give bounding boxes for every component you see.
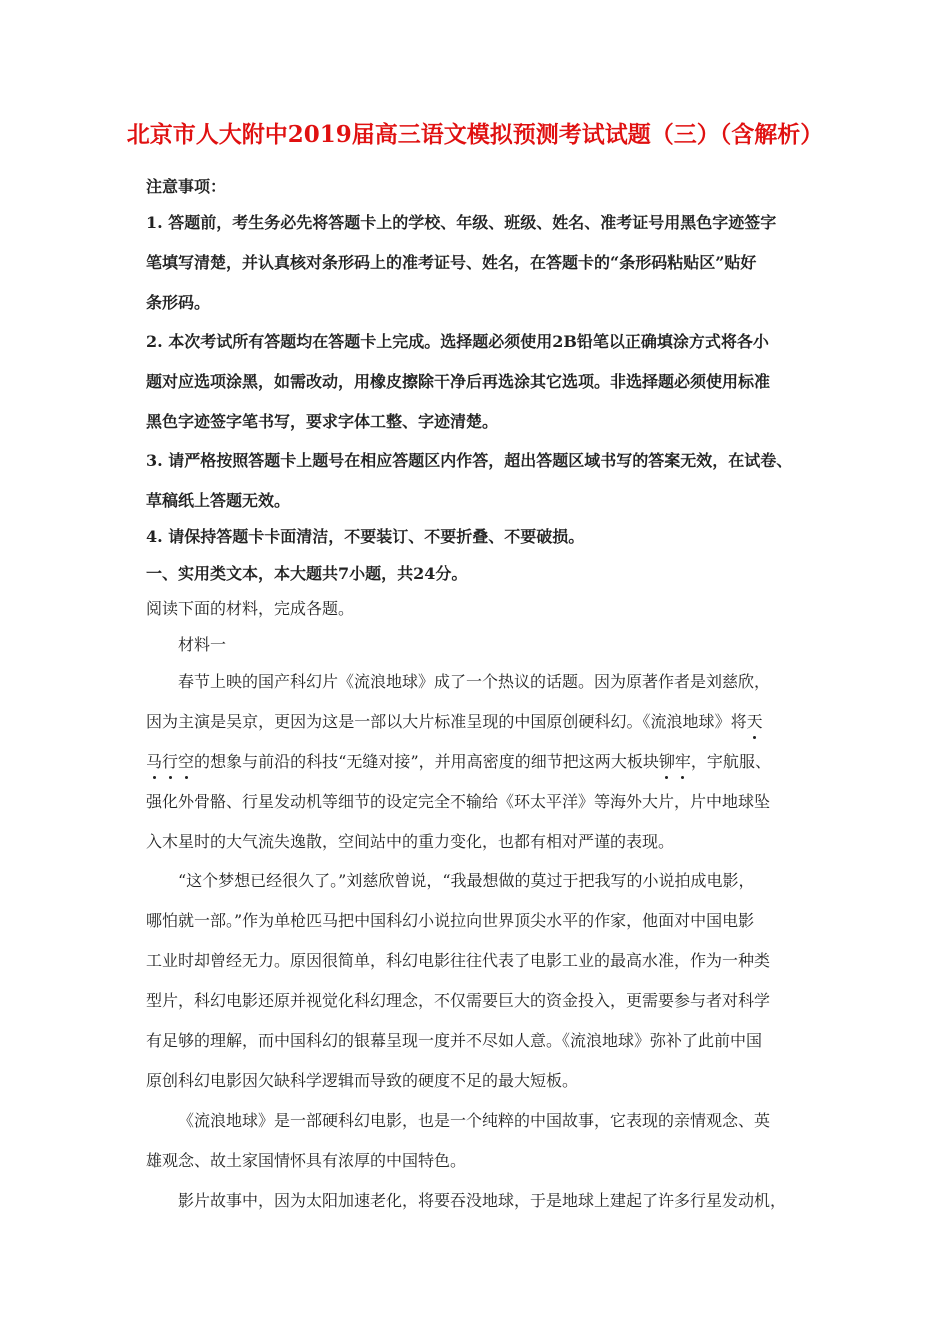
body-line: 雄观念、故土家国情怀具有浓厚的中国特色。 bbox=[146, 1151, 467, 1170]
body-line: 影片故事中，因为太阳加速老化，将要吞没地球，于是地球上建起了许多行星发动机， bbox=[178, 1191, 787, 1210]
body-line: 《流浪地球》是一部硬科幻电影，也是一个纯粹的中国故事，它表现的亲情观念、英 bbox=[178, 1111, 771, 1130]
emphasis-dot-char: 铆 bbox=[658, 752, 675, 771]
body-line: 入木星时的大气流失逸散，空间站中的重力变化，也都有相对严谨的表现。 bbox=[146, 832, 675, 851]
emphasis-dot-char: 马 bbox=[146, 752, 163, 771]
notice-line: 黑色字迹签字笔书写，要求字体工整、字迹清楚。 bbox=[146, 412, 499, 431]
notice-line: 4. 请保持答题卡卡面清洁，不要装订、不要折叠、不要破损。 bbox=[146, 527, 585, 546]
notice-line: 草稿纸上答题无效。 bbox=[146, 491, 291, 510]
notice-heading: 注意事项： bbox=[146, 177, 227, 196]
document-title: 北京市人大附中2019届高三语文模拟预测考试试题（三）（含解析） bbox=[126, 121, 824, 148]
body-line: 春节上映的国产科幻片《流浪地球》成了一个热议的话题。因为原著作者是刘慈欣， bbox=[178, 672, 771, 691]
body-line: 哪怕就一部。”作为单枪匹马把中国科幻小说拉向世界顶尖水平的作家，他面对中国电影 bbox=[146, 911, 755, 930]
section-heading: 一、实用类文本，本大题共7小题，共24分。 bbox=[146, 564, 468, 583]
body-line: 原创科幻电影因欠缺科学逻辑而导致的硬度不足的最大短板。 bbox=[146, 1071, 579, 1090]
notice-line: 笔填写清楚，并认真核对条形码上的准考证号、姓名，在答题卡的“条形码粘贴区”贴好 bbox=[146, 253, 757, 272]
emphasis-dot-char: 天 bbox=[746, 712, 763, 731]
reading-instruction: 阅读下面的材料，完成各题。 bbox=[146, 599, 355, 618]
emphasis-dot-char: 空 bbox=[178, 752, 195, 771]
body-line: 马行空的想象与前沿的科技“无缝对接”，并用高密度的细节把这两大板块铆牢，宇航服、 bbox=[146, 752, 771, 771]
body-line: “这个梦想已经很久了。”刘慈欣曾说，“我最想做的莫过于把我写的小说拍成电影， bbox=[178, 871, 755, 890]
emphasis-dot-char: 行 bbox=[162, 752, 179, 771]
notice-line: 3. 请严格按照答题卡上题号在相应答题区内作答，超出答题区域书写的答案无效，在试卷、 bbox=[146, 451, 793, 470]
body-line: 工业时却曾经无力。原因很简单，科幻电影往往代表了电影工业的最高水准，作为一种类 bbox=[146, 951, 771, 970]
notice-line: 题对应选项涂黑，如需改动，用橡皮擦除干净后再选涂其它选项。非选择题必须使用标准 bbox=[146, 372, 771, 391]
notice-line: 2. 本次考试所有答题均在答题卡上完成。选择题必须使用2B铅笔以正确填涂方式将各小 bbox=[146, 332, 769, 351]
notice-line: 条形码。 bbox=[146, 293, 211, 312]
material-label: 材料一 bbox=[178, 635, 227, 654]
body-line: 有足够的理解，而中国科幻的银幕呈现一度并不尽如人意。《流浪地球》弥补了此前中国 bbox=[146, 1031, 763, 1050]
body-line: 型片，科幻电影还原并视觉化科幻理念，不仅需要巨大的资金投入，更需要参与者对科学 bbox=[146, 991, 771, 1010]
emphasis-dot-char: 牢 bbox=[674, 752, 691, 771]
notice-line: 1. 答题前，考生务必先将答题卡上的学校、年级、班级、姓名、准考证号用黑色字迹签字 bbox=[146, 213, 777, 232]
body-line: 强化外骨骼、行星发动机等细节的设定完全不输给《环太平洋》等海外大片，片中地球坠 bbox=[146, 792, 771, 811]
body-line: 因为主演是吴京，更因为这是一部以大片标准呈现的中国原创硬科幻。《流浪地球》将天 bbox=[146, 712, 763, 731]
